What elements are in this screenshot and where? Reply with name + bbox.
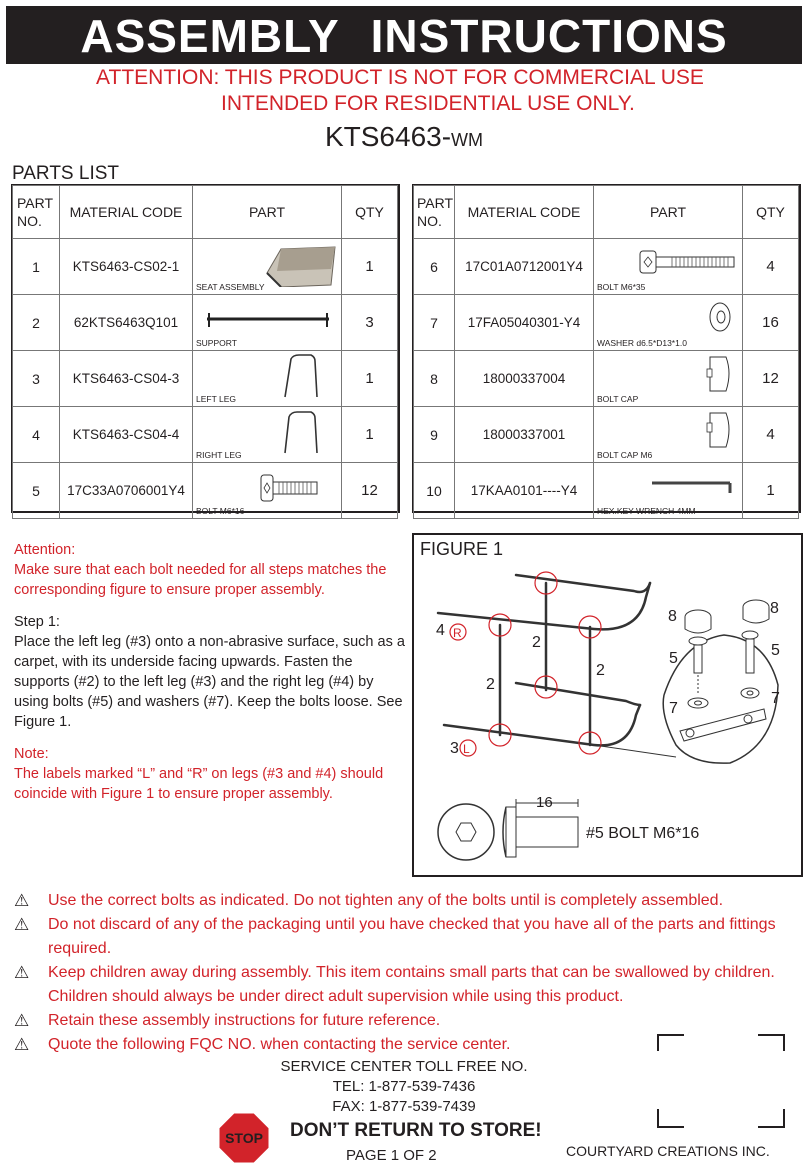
dont-return-text: DON’T RETURN TO STORE!	[290, 1120, 542, 1141]
col-header-qty: QTY	[342, 186, 398, 239]
fig-label-cap-right: 8	[770, 600, 779, 617]
part-label: BOLT M6*16	[196, 506, 245, 516]
table-row	[414, 239, 799, 295]
attention-title: Attention:	[14, 542, 76, 558]
part-cell	[193, 351, 342, 407]
fig-label-washer-right: 7	[771, 690, 780, 707]
note-text: The labels marked “L” and “R” on legs (#3 and #4) should coincide with Figure 1 to ensure proper assembly.	[14, 766, 384, 802]
part-no: 2	[13, 295, 60, 351]
service-tel: TEL: 1-877-539-7436	[332, 1078, 476, 1095]
material-code: KTS6463-CS04-3	[60, 351, 193, 407]
qty: 12	[743, 351, 799, 407]
col-header-qty: QTY	[743, 186, 799, 239]
service-title: SERVICE CENTER TOLL FREE NO.	[280, 1058, 528, 1075]
warning-icon: ⚠	[14, 1011, 30, 1030]
part-label: HEX.KEY WRENCH 4MM	[597, 506, 696, 516]
bolt-m6-35-image	[638, 249, 738, 275]
model-code: KTS6463-	[324, 121, 452, 152]
material-code: 18000337004	[455, 351, 594, 407]
part-no: 6	[414, 239, 455, 295]
qty: 16	[743, 295, 799, 351]
fqc-number-box	[656, 1033, 786, 1129]
col-header-part: PART	[594, 186, 743, 239]
part-no: 5	[13, 463, 60, 519]
fig-label-washer-left: 7	[669, 700, 678, 717]
part-cell	[193, 463, 342, 519]
left-leg-image	[281, 353, 321, 399]
qty: 4	[743, 407, 799, 463]
fig-label-leg-l: L	[463, 742, 470, 756]
warning-text: Use the correct bolts as indicated. Do not tighten any of the bolts until is completely assembled.	[48, 892, 724, 909]
figure-1-diagram	[414, 535, 800, 873]
parts-list-title: PARTS LIST	[12, 163, 119, 184]
page-number: PAGE 1 OF 2	[346, 1147, 437, 1164]
warning-text: Retain these assembly instructions for future reference.	[48, 1012, 441, 1029]
support-image	[203, 309, 333, 333]
company-name: COURTYARD CREATIONS INC.	[566, 1143, 770, 1159]
qty: 1	[342, 239, 398, 295]
fig-label-leg-r-num: 4	[436, 622, 445, 639]
part-label: RIGHT LEG	[196, 450, 242, 460]
stop-sign-icon	[218, 1112, 270, 1164]
part-cell	[193, 407, 342, 463]
hex-key-wrench-image	[650, 477, 738, 495]
part-label: WASHER d6.5*D13*1.0	[597, 338, 687, 348]
part-cell	[193, 295, 342, 351]
part-no: 10	[414, 463, 455, 519]
warning-icon: ⚠	[14, 963, 30, 982]
washer-image	[704, 301, 736, 333]
part-label: SEAT ASSEMBLY	[196, 282, 265, 292]
material-code: 62KTS6463Q101	[60, 295, 193, 351]
part-cell	[594, 407, 743, 463]
table-row	[414, 295, 799, 351]
warning-item	[14, 889, 724, 914]
part-no: 9	[414, 407, 455, 463]
qty: 1	[342, 351, 398, 407]
col-header-part-no: PART NO.	[414, 186, 455, 239]
fig-label-support-a: 2	[532, 634, 541, 651]
qty: 1	[342, 407, 398, 463]
warning-text: Keep children away during assembly. This item contains small parts that can be swallowed by children. Children should always be under direct adult supervision while using this product.	[48, 964, 775, 1005]
qty: 3	[342, 295, 398, 351]
table-header-row	[414, 186, 799, 239]
warning-item	[14, 913, 776, 957]
fig-label-bolt-left: 5	[669, 650, 678, 667]
fig-label-cap-left: 8	[668, 608, 677, 625]
table-row	[414, 351, 799, 407]
qty: 12	[342, 463, 398, 519]
part-label: BOLT CAP	[597, 394, 639, 404]
qty: 4	[743, 239, 799, 295]
service-fax: FAX: 1-877-539-7439	[332, 1098, 476, 1115]
part-no: 8	[414, 351, 455, 407]
note-title: Note:	[14, 746, 49, 762]
attention-line-2: INTENDED FOR RESIDENTIAL USE ONLY.	[221, 92, 635, 115]
bolt-cap-m6-image	[706, 409, 736, 451]
warning-item	[14, 1033, 511, 1058]
part-no: 3	[13, 351, 60, 407]
material-code: KTS6463-CS02-1	[60, 239, 193, 295]
attention-line-1: ATTENTION: THIS PRODUCT IS NOT FOR COMMERCIAL USE	[96, 66, 704, 89]
warning-text: Do not discard of any of the packaging until you have checked that you have all of the parts and fittings required.	[48, 916, 776, 957]
part-label: BOLT CAP M6	[597, 450, 653, 460]
fig-label-support-c: 2	[596, 662, 605, 679]
fig-label-bolt-right: 5	[771, 642, 780, 659]
parts-table-right	[413, 185, 799, 519]
page-title: ASSEMBLY INSTRUCTIONS	[6, 6, 802, 64]
part-cell	[594, 239, 743, 295]
col-header-material-code: MATERIAL CODE	[60, 186, 193, 239]
model-suffix: WM	[451, 130, 484, 150]
part-cell	[193, 239, 342, 295]
table-row	[13, 239, 398, 295]
step-title: Step 1:	[14, 614, 60, 630]
warning-text: Quote the following FQC NO. when contacting the service center.	[48, 1036, 511, 1053]
right-leg-image	[281, 409, 321, 455]
attention-text: Make sure that each bolt needed for all steps matches the corresponding figure to ensure proper assembly.	[14, 562, 387, 598]
table-row	[414, 463, 799, 519]
stop-label: STOP	[225, 1130, 263, 1146]
part-no: 4	[13, 407, 60, 463]
bolt-cap-image	[706, 353, 736, 395]
table-row	[13, 351, 398, 407]
fig-label-leg-l-num: 3	[450, 740, 459, 757]
table-row	[13, 407, 398, 463]
bolt-m6-16-image	[259, 473, 321, 503]
warning-item	[14, 961, 775, 1005]
part-cell	[594, 463, 743, 519]
part-label: SUPPORT	[196, 338, 237, 348]
seat-assembly-image	[261, 243, 339, 287]
table-header-row	[13, 186, 398, 239]
col-header-part-no: PART NO.	[13, 186, 60, 239]
warning-item	[14, 1009, 441, 1034]
col-header-part: PART	[193, 186, 342, 239]
table-row	[13, 463, 398, 519]
part-label: BOLT M6*35	[597, 282, 646, 292]
material-code: 17C01A0712001Y4	[455, 239, 594, 295]
part-cell	[594, 295, 743, 351]
fig-label-support-b: 2	[486, 676, 495, 693]
part-no: 7	[414, 295, 455, 351]
col-header-material-code: MATERIAL CODE	[455, 186, 594, 239]
material-code: 17KAA0101----Y4	[455, 463, 594, 519]
part-cell	[594, 351, 743, 407]
fig-label-leg-r: R	[453, 626, 462, 640]
table-row	[13, 295, 398, 351]
model-number	[0, 121, 808, 153]
qty: 1	[743, 463, 799, 519]
parts-table-left	[12, 185, 398, 519]
table-row	[414, 407, 799, 463]
instructions	[14, 540, 408, 804]
material-code: 17C33A0706001Y4	[60, 463, 193, 519]
step-text: Place the left leg (#3) onto a non-abrasive surface, such as a carpet, with its underside facing upwards. Fasten the supports (#2) to the left leg (#3) and the right leg (#4) by using bolts (#5) and washers (#7). Keep the bolts loose. See Figure 1.	[14, 634, 405, 730]
material-code: 17FA05040301-Y4	[455, 295, 594, 351]
warning-icon: ⚠	[14, 915, 30, 934]
warning-icon: ⚠	[14, 1035, 30, 1054]
warning-icon: ⚠	[14, 891, 30, 910]
figure-title: FIGURE 1	[420, 539, 504, 559]
part-no: 1	[13, 239, 60, 295]
part-label: LEFT LEG	[196, 394, 236, 404]
fig-label-bolt-length: 16	[536, 794, 553, 811]
material-code: KTS6463-CS04-4	[60, 407, 193, 463]
material-code: 18000337001	[455, 407, 594, 463]
fig-bolt-caption: #5 BOLT M6*16	[586, 825, 700, 842]
